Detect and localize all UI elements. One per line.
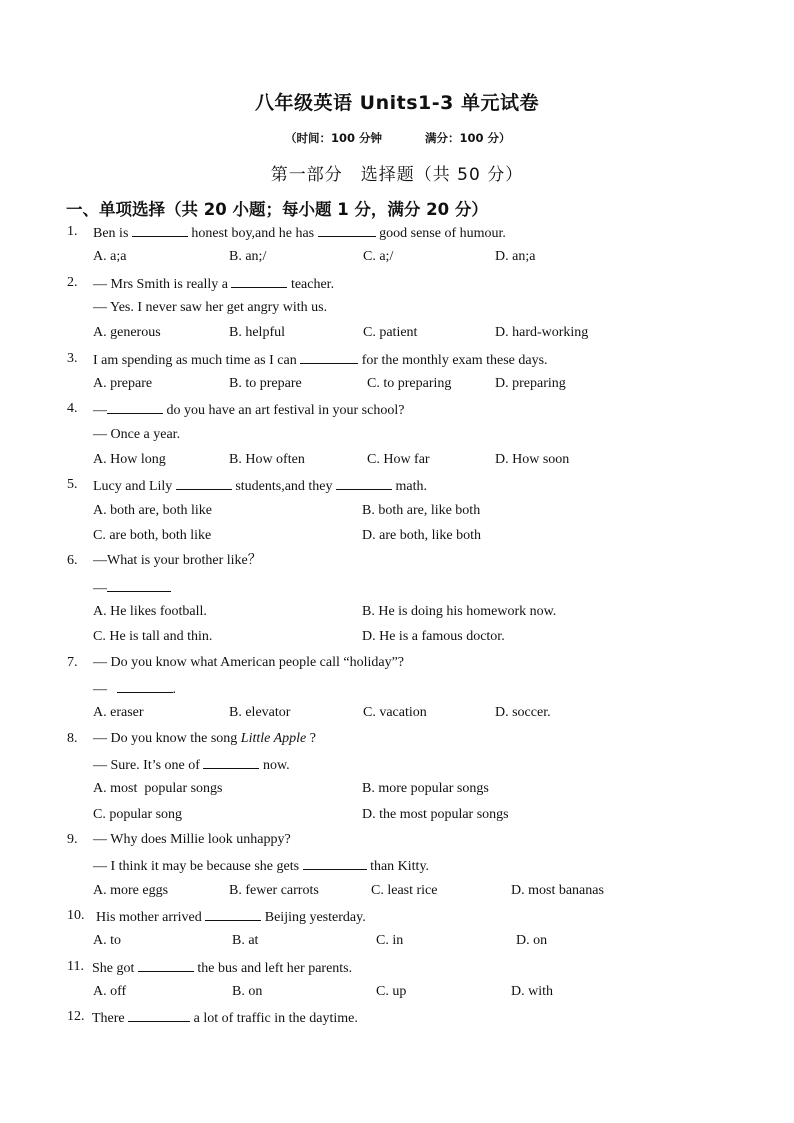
answer-blank [128, 1008, 190, 1022]
question-reply: — Sure. It’s one of now. [93, 755, 290, 775]
option-d: D. How soon [495, 452, 570, 467]
question-reply: — Once a year. [93, 427, 181, 442]
option-a: A. both are, both like [93, 503, 212, 518]
option-d: D. the most popular songs [362, 807, 509, 822]
question-reply: — Yes. I never saw her get angry with us. [93, 300, 328, 315]
option-c: C. a;/ [363, 249, 394, 264]
question-number: 6. [67, 553, 78, 568]
option-d: D. soccer. [495, 705, 551, 720]
answer-blank [300, 350, 358, 364]
answer-blank [107, 578, 171, 592]
question-reply: — I think it may be because she gets than Kitty. [93, 856, 429, 876]
question-stem: His mother arrived Beijing yesterday. [96, 907, 366, 927]
option-b: B. fewer carrots [229, 883, 319, 898]
option-a: A. more eggs [93, 883, 169, 898]
option-d: D. hard-working [495, 325, 589, 340]
option-b: B. both are, like both [362, 503, 481, 518]
question-number: 2. [67, 275, 78, 290]
option-d: D. an;a [495, 249, 536, 264]
option-c: C. are both, both like [93, 528, 212, 543]
option-d: D. on [516, 933, 548, 948]
question-number: 12. [67, 1009, 85, 1024]
question-reply: — [93, 578, 171, 598]
option-b: B. on [232, 984, 263, 999]
question-stem: — Why does Millie look unhappy? [93, 832, 291, 847]
answer-blank [205, 907, 261, 921]
option-c: C. up [376, 984, 407, 999]
answer-blank [336, 476, 392, 490]
option-c: C. least rice [371, 883, 438, 898]
question-number: 1. [67, 224, 78, 239]
answer-blank [231, 274, 287, 288]
question-stem: Ben is honest boy,and he has good sense of humour. [93, 223, 506, 243]
option-a: A. off [93, 984, 127, 999]
answer-blank [318, 223, 376, 237]
option-b: B. at [232, 933, 259, 948]
exam-title: 八年级英语 Units1-3 单元试卷 [255, 92, 539, 114]
option-c: C. He is tall and thin. [93, 629, 213, 644]
answer-blank [138, 958, 194, 972]
option-a: A. to [93, 933, 121, 948]
option-a: A. How long [93, 452, 166, 467]
question-number: 11. [67, 959, 84, 974]
option-d: D. are both, like both [362, 528, 481, 543]
option-d: D. with [511, 984, 553, 999]
question-stem: — Do you know what American people call “holiday”? [93, 655, 405, 670]
song-title: Little Apple [240, 731, 307, 746]
question-number: 7. [67, 655, 78, 670]
answer-blank [303, 856, 367, 870]
option-a: A. eraser [93, 705, 144, 720]
question-stem: There a lot of traffic in the daytime. [92, 1008, 358, 1028]
question-stem: — Do you know the song Little Apple ? [93, 731, 316, 746]
option-b: B. How often [229, 452, 305, 467]
option-a: A. most popular songs [93, 781, 223, 796]
option-a: A. a;a [93, 249, 127, 264]
answer-blank [203, 755, 259, 769]
option-c: C. to preparing [367, 376, 452, 391]
question-number: 8. [67, 731, 78, 746]
option-a: A. He likes football. [93, 604, 207, 619]
section-heading: 一、单项选择（共 20 小题；每小题 1 分，满分 20 分） [66, 200, 488, 219]
answer-blank [132, 223, 188, 237]
option-c: C. popular song [93, 807, 183, 822]
question-number: 9. [67, 832, 78, 847]
option-b: B. to prepare [229, 376, 302, 391]
exam-time: （时间：100 分钟 [285, 131, 383, 145]
option-d: D. preparing [495, 376, 566, 391]
exam-score: 满分：100 分） [425, 131, 511, 145]
question-number: 4. [67, 401, 78, 416]
option-c: C. patient [363, 325, 418, 340]
part-heading: 第一部分 选择题（共 50 分） [270, 165, 524, 185]
option-b: B. helpful [229, 325, 285, 340]
question-stem: I am spending as much time as I can for the monthly exam these days. [93, 350, 548, 370]
option-b: B. He is doing his homework now. [362, 604, 557, 619]
option-d: D. He is a famous doctor. [362, 629, 505, 644]
option-c: C. vacation [363, 705, 427, 720]
answer-blank [176, 476, 232, 490]
question-stem: — do you have an art festival in your school? [93, 400, 404, 420]
question-number: 5. [67, 477, 78, 492]
option-a: A. prepare [93, 376, 153, 391]
option-b: B. more popular songs [362, 781, 489, 796]
answer-blank [107, 400, 163, 414]
option-b: B. an;/ [229, 249, 267, 264]
option-c: C. How far [367, 452, 430, 467]
option-c: C. in [376, 933, 404, 948]
option-a: A. generous [93, 325, 161, 340]
question-stem: —What is your brother like？ [93, 553, 262, 568]
option-d: D. most bananas [511, 883, 604, 898]
question-stem: Lucy and Lily students,and they math. [93, 476, 427, 496]
option-b: B. elevator [229, 705, 291, 720]
question-reply: — . [93, 679, 176, 699]
question-number: 3. [67, 351, 78, 366]
question-number: 10. [67, 908, 85, 923]
answer-blank [117, 679, 173, 693]
question-stem: — Mrs Smith is really a teacher. [93, 274, 334, 294]
question-stem: She got the bus and left her parents. [92, 958, 352, 978]
